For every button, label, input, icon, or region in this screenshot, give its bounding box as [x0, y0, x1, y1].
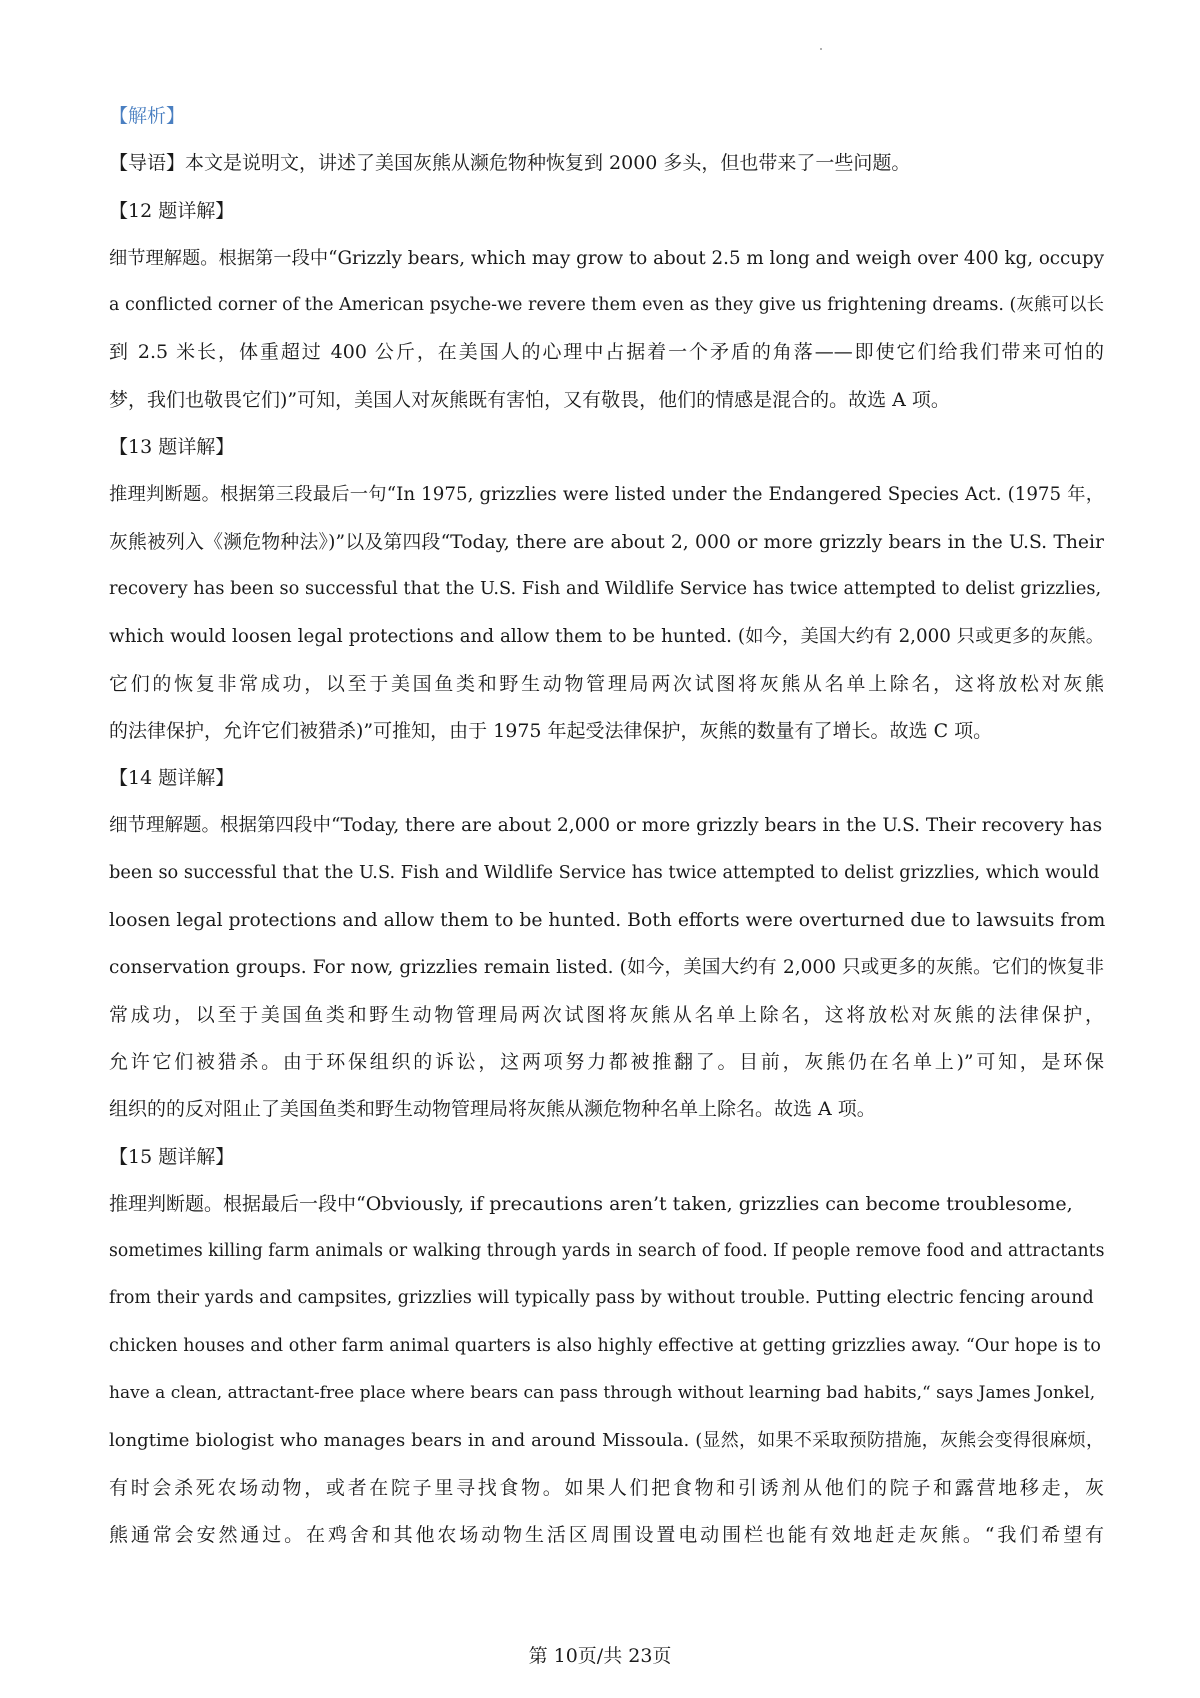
text-line: chicken houses and other farm animal quarters is also highly effective at getting grizzlies away. “Our hope is to — [109, 1335, 1101, 1356]
text-line: 有时会杀死农场动物，或者在院子里寻找食物。如果人们把食物和引诱剂从他们的院子和露营地移走，灰 — [109, 1476, 1104, 1499]
text-line: from their yards and campsites, grizzlies will typically pass by without trouble. Putting electric fencing around — [109, 1288, 1094, 1309]
text-line: 到 2.5 米长，体重超过 400 公斤，在美国人的心理中占据着一个矛盾的角落——即使它们给我们带来可怕的 — [109, 341, 1104, 364]
section-heading: 【14 题详解】 — [109, 767, 235, 790]
text-line: loosen legal protections and allow them to be hunted. Both efforts were overturned due to lawsuits from — [109, 910, 1106, 932]
section-heading: 【解析】 — [109, 105, 186, 127]
text-line: a conflicted corner of the American psyche-we revere them even as they give us frightening dreams. (灰熊可以长 — [109, 295, 1104, 316]
text-line: longtime biologist who manages bears in and around Missoula. (显然，如果不采取预防措施，灰熊会变得很麻烦， — [109, 1430, 1104, 1452]
text-line: conservation groups. For now, grizzlies remain listed. (如今，美国大约有 2,000 只或更多的灰熊。它们的恢复非 — [109, 957, 1104, 979]
text-line: 熊通常会安然通过。在鸡舍和其他农场动物生活区周围设置电动围栏也能有效地赶走灰熊。“我们希望有 — [109, 1523, 1104, 1546]
section-heading: 【12 题详解】 — [109, 199, 235, 222]
text-line: 推理判断题。根据第三段最后一句“In 1975, grizzlies were listed under the Endangered Species Act. (1975 年， — [109, 484, 1104, 506]
speck-mark — [820, 48, 822, 50]
text-line: 梦，我们也敬畏它们)”可知，美国人对灰熊既有害怕，又有敬畏，他们的情感是混合的。故选 A 项。 — [109, 388, 950, 411]
text-line: 允许它们被猎杀。由于环保组织的诉讼，这两项努力都被推翻了。目前，灰熊仍在名单上)”可知，是环保 — [109, 1050, 1104, 1073]
text-line: been so successful that the U.S. Fish and Wildlife Service has twice attempted to delist grizzlies, which would — [109, 862, 1100, 883]
text-line: 它们的恢复非常成功，以至于美国鱼类和野生动物管理局两次试图将灰熊从名单上除名，这将放松对灰熊 — [109, 672, 1104, 695]
text-line: 【导语】本文是说明文，讲述了美国灰熊从濒危物种恢复到 2000 多头，但也带来了一些问题。 — [109, 152, 911, 175]
text-line: 的法律保护，允许它们被猎杀)”可推知，由于 1975 年起受法律保护，灰熊的数量有了增长。故选 C 项。 — [109, 719, 993, 742]
text-line: 细节理解题。根据第一段中“Grizzly bears, which may grow to about 2.5 m long and weigh over 400 kg, occupy — [109, 247, 1104, 269]
text-line: 细节理解题。根据第四段中“Today, there are about 2,000 or more grizzly bears in the U.S. Their recovery has — [109, 815, 1103, 837]
text-line: 常成功，以至于美国鱼类和野生动物管理局两次试图将灰熊从名单上除名，这将放松对灰熊的法律保护， — [109, 1003, 1104, 1026]
section-heading: 【13 题详解】 — [109, 436, 235, 459]
text-line: recovery has been so successful that the U.S. Fish and Wildlife Service has twice attempted to delist grizzlies, — [109, 578, 1102, 599]
text-line: which would loosen legal protections and allow them to be hunted. (如今，美国大约有 2,000 只或更多的灰熊。 — [109, 626, 1104, 648]
page-number-footer: 第 10页/共 23页 — [528, 1645, 672, 1667]
section-heading: 【15 题详解】 — [109, 1145, 235, 1168]
text-line: 组织的的反对阻止了美国鱼类和野生动物管理局将灰熊从濒危物种名单上除名。故选 A 项。 — [109, 1098, 876, 1121]
text-line: have a clean, attractant-free place where bears can pass through without learning bad habits,“ says James Jonkel, — [109, 1383, 1096, 1404]
text-line: 灰熊被列入《濒危物种法》)”以及第四段“Today, there are about 2, 000 or more grizzly bears in the U.S. Their — [109, 531, 1104, 553]
text-line: sometimes killing farm animals or walking through yards in search of food. If people remove food and attractants — [109, 1241, 1105, 1262]
document-body — [109, 93, 1104, 1559]
text-line: 推理判断题。根据最后一段中“Obviously, if precautions aren’t taken, grizzlies can become troublesome, — [109, 1192, 1073, 1215]
